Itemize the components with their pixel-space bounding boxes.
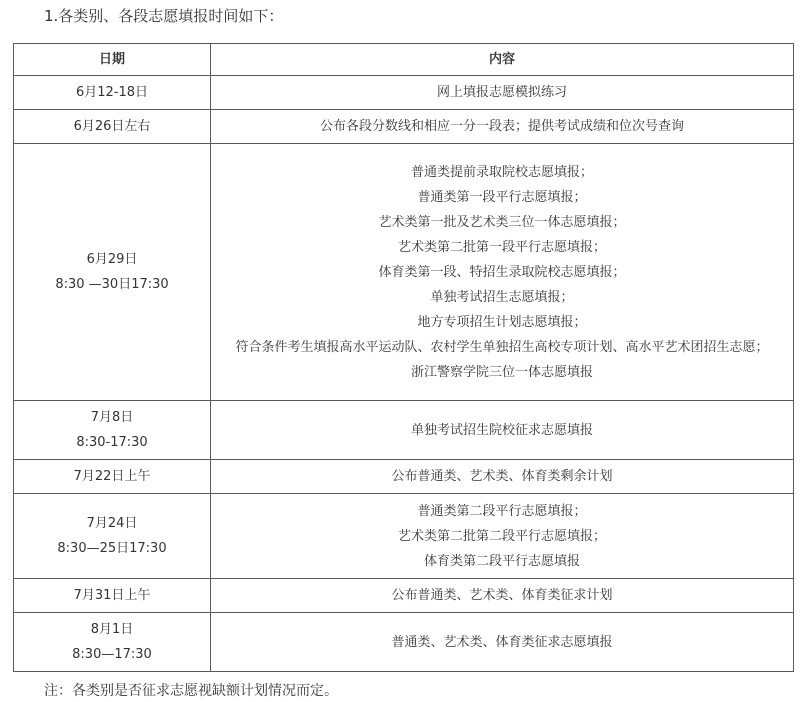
date-line: 8:30 —30日17:30 xyxy=(55,277,169,292)
table-header-row xyxy=(14,44,794,76)
date-line: 8:30-17:30 xyxy=(76,435,148,450)
section-heading: 1.各类别、各段志愿填报时间如下： xyxy=(44,7,284,25)
content-line: 单独考试招生志愿填报； xyxy=(430,289,574,305)
date-line: 7月22日上午 xyxy=(73,469,151,484)
date-cell xyxy=(14,494,211,579)
table-row xyxy=(14,144,794,401)
schedule-table xyxy=(13,43,794,672)
date-line: 6月12-18日 xyxy=(75,85,149,100)
date-cell xyxy=(14,76,211,110)
content-line: 体育类第一段、特招生录取院校志愿填报； xyxy=(378,264,626,280)
date-cell xyxy=(14,110,211,144)
content-line: 单独考试招生院校征求志愿填报 xyxy=(410,422,593,438)
content-line: 普通类第一段平行志愿填报； xyxy=(417,189,587,205)
content-cell xyxy=(211,579,794,613)
date-line: 7月31日上午 xyxy=(73,588,151,603)
table-row xyxy=(14,579,794,613)
date-cell xyxy=(14,579,211,613)
date-line: 7月24日 xyxy=(86,516,138,531)
table-row xyxy=(14,494,794,579)
date-cell xyxy=(14,460,211,494)
date-line: 6月26日左右 xyxy=(73,119,151,134)
content-cell xyxy=(211,110,794,144)
content-cell xyxy=(211,613,794,672)
content-line: 普通类第二段平行志愿填报； xyxy=(417,503,587,519)
header-content: 内容 xyxy=(211,44,794,76)
table-row xyxy=(14,76,794,110)
date-line: 7月8日 xyxy=(90,410,134,425)
header-date: 日期 xyxy=(14,44,211,76)
content-cell xyxy=(211,494,794,579)
date-line: 8:30—17:30 xyxy=(72,647,152,662)
content-line: 公布各段分数线和相应一分一段表；提供考试成绩和位次号查询 xyxy=(319,119,684,134)
content-cell xyxy=(211,144,794,401)
content-line: 符合条件考生填报高水平运动队、农村学生单独招生高校专项计划、高水平艺术团招生志愿； xyxy=(235,339,769,355)
content-line: 普通类、艺术类、体育类征求志愿填报 xyxy=(391,634,613,650)
content-line: 艺术类第二批第一段平行志愿填报； xyxy=(397,239,606,255)
table-row xyxy=(14,613,794,672)
content-line: 艺术类第一批及艺术类三位一体志愿填报； xyxy=(378,214,626,230)
content-line: 普通类提前录取院校志愿填报； xyxy=(410,164,593,180)
date-cell xyxy=(14,144,211,401)
content-line: 地方专项招生计划志愿填报； xyxy=(417,314,587,330)
date-line: 8月1日 xyxy=(90,622,134,637)
content-cell xyxy=(211,401,794,460)
content-line: 公布普通类、艺术类、体育类剩余计划 xyxy=(391,469,613,484)
date-cell xyxy=(14,613,211,672)
date-cell xyxy=(14,401,211,460)
footnote: 注：各类别是否征求志愿视缺额计划情况而定。 xyxy=(44,683,338,699)
content-cell xyxy=(211,76,794,110)
date-line: 8:30—25日17:30 xyxy=(57,541,167,556)
content-line: 艺术类第二批第二段平行志愿填报； xyxy=(397,528,606,544)
content-line: 浙江警察学院三位一体志愿填报 xyxy=(410,364,593,380)
date-line: 6月29日 xyxy=(86,252,138,267)
table-row xyxy=(14,460,794,494)
content-line: 体育类第二段平行志愿填报 xyxy=(423,553,580,569)
content-line: 网上填报志愿模拟练习 xyxy=(436,85,567,100)
content-line: 公布普通类、艺术类、体育类征求计划 xyxy=(391,588,613,603)
table-row xyxy=(14,110,794,144)
table-row xyxy=(14,401,794,460)
content-cell xyxy=(211,460,794,494)
